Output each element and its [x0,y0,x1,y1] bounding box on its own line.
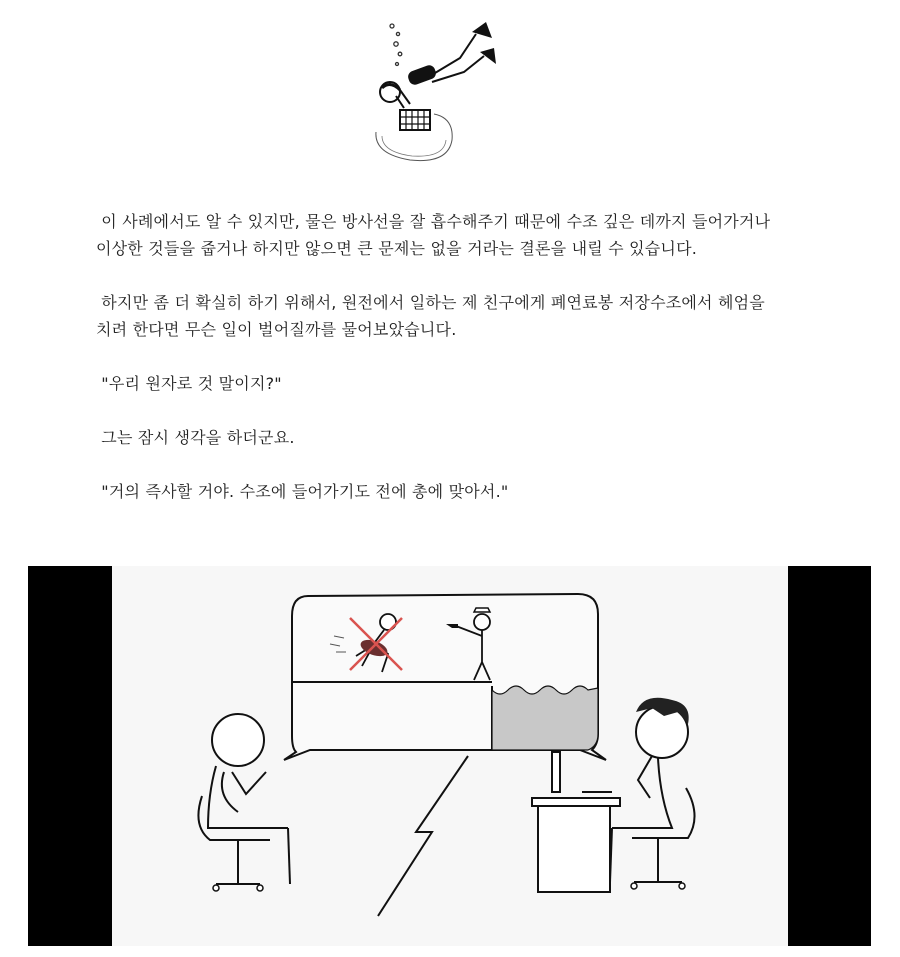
diver-illustration [360,14,510,174]
paragraph-asked-friend: 하지만 좀 더 확실히 하기 위해서, 원전에서 일하는 제 친구에게 폐연료봉 저장수조에서 헤엄을 치려 한다면 무슨 일이 벌어질까를 물어보았습니다. [96,293,771,339]
paragraph-friend-question: "우리 원자로 것 말이지?" [96,374,282,393]
paragraph-friend-answer: "거의 즉사할 거야. 수조에 들어가기도 전에 총에 맞아서." [96,482,509,501]
conversation-comic-icon [112,566,788,946]
article-text [96,208,776,532]
paragraph-thinking: 그는 잠시 생각을 하더군요. [96,428,295,447]
comic-panel [112,566,788,946]
scuba-diver-icon [360,14,510,174]
paragraph-conclusion: 이 사례에서도 알 수 있지만, 물은 방사선을 잘 흡수해주기 때문에 수조 깊은 데까지 들어가거나 이상한 것들을 줍거나 하지만 않으면 큰 문제는 없을 거라는 결론을 내릴 수 있습니다. [96,212,776,258]
